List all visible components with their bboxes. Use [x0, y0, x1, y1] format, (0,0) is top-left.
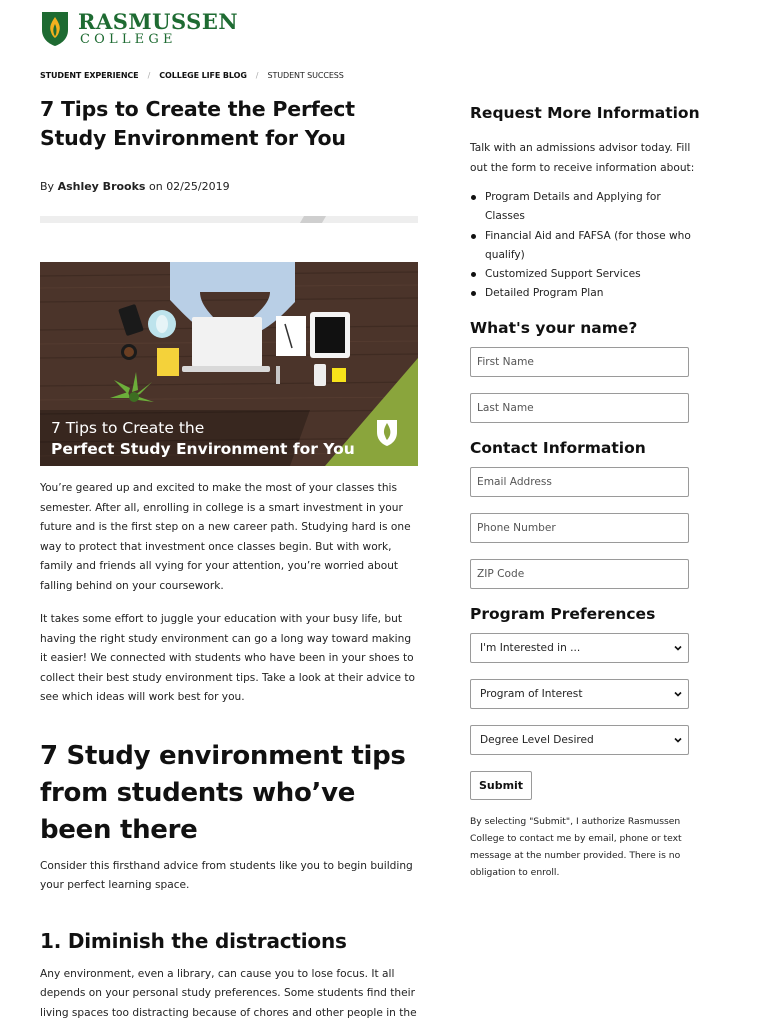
rasmussen-shield-icon	[40, 10, 70, 47]
degree-select[interactable]	[470, 725, 689, 755]
tip-heading: 1. Diminish the distractions	[40, 928, 347, 953]
breadcrumb	[40, 71, 344, 80]
breadcrumb-student-success[interactable]: STUDENT SUCCESS	[267, 71, 344, 80]
breadcrumb-student-experience[interactable]: STUDENT EXPERIENCE	[40, 71, 139, 80]
tip-paragraph: Any environment, even a library, can cause you to lose focus. It all depends on your personal study preferences. Some students find their living spaces too distracting because of chores and other people in the	[40, 967, 417, 1019]
contact-heading: Contact Information	[470, 438, 646, 457]
chevron-down-icon	[673, 643, 683, 653]
logo-name: RASMUSSEN	[78, 8, 239, 34]
phone-input[interactable]	[470, 513, 689, 543]
zip-input[interactable]	[470, 559, 689, 589]
article	[40, 95, 420, 1023]
hero-caption-line1: 7 Tips to Create the	[51, 419, 205, 437]
interest-select-value: I'm Interested in ...	[480, 641, 581, 654]
logo-sub: COLLEGE	[80, 31, 177, 47]
list-item: Customized Support Services	[470, 265, 700, 284]
title-divider	[40, 216, 418, 223]
section-heading: 7 Study environment tips from students who’ve been there	[40, 740, 406, 845]
submit-button[interactable]: Submit	[470, 771, 532, 800]
list-item: Detailed Program Plan	[470, 284, 700, 303]
degree-select-value: Degree Level Desired	[480, 733, 594, 746]
breadcrumb-college-life-blog[interactable]: COLLEGE LIFE BLOG	[159, 71, 247, 80]
program-select[interactable]	[470, 679, 689, 709]
article-paragraph: It takes some effort to juggle your education with your busy life, but having the right study environment can go a long way toward making it easier! We connected with students who have been in your shoes to collect their best study environment tips. Take a look at their advice to see which ideas will work best for you.	[40, 613, 416, 703]
interest-select[interactable]	[470, 633, 689, 663]
byline-prefix: By	[40, 180, 55, 193]
publish-date: 02/25/2019	[166, 180, 230, 193]
list-item: Financial Aid and FAFSA (for those who qualify)	[470, 227, 700, 266]
chevron-down-icon	[673, 735, 683, 745]
chevron-down-icon	[673, 689, 683, 699]
first-name-input[interactable]	[470, 347, 689, 377]
logo-link[interactable]	[40, 10, 238, 47]
list-item: Program Details and Applying for Classes	[470, 188, 700, 227]
site-header	[40, 8, 238, 48]
info-list	[470, 188, 700, 304]
last-name-input[interactable]	[470, 393, 689, 423]
hero-image	[40, 262, 418, 466]
hero-caption-line2: Perfect Study Environment for You	[51, 440, 355, 458]
article-title: 7 Tips to Create the Perfect Study Environment for You	[40, 97, 355, 150]
program-heading: Program Preferences	[470, 604, 656, 623]
sidebar-title: Request More Information	[470, 104, 700, 122]
name-heading: What's your name?	[470, 318, 638, 337]
byline-mid: on	[148, 180, 163, 193]
section-paragraph: Consider this firsthand advice from students like you to begin building your perfect learning space.	[40, 859, 413, 891]
legal-disclaimer: By selecting "Submit", I authorize Rasmussen College to contact me by email, phone or text message at the number provided. There is no obligation to enroll.	[470, 815, 682, 879]
email-input[interactable]	[470, 467, 689, 497]
request-info-sidebar	[470, 104, 700, 882]
author-link[interactable]: Ashley Brooks	[57, 180, 146, 193]
breadcrumb-separator: /	[255, 71, 259, 80]
breadcrumb-separator: /	[147, 71, 151, 80]
logo-text	[78, 8, 239, 47]
sidebar-intro: Talk with an admissions advisor today. Fill out the form to receive information about:	[470, 142, 695, 174]
byline	[40, 180, 420, 193]
program-select-value: Program of Interest	[480, 687, 583, 700]
article-paragraph: You’re geared up and excited to make the most of your classes this semester. After all, enrolling in college is a smart investment in your future and is the first step on a new career path. Studying hard is one way to protect that investment once classes begin. But with work, family and friends all vying for your attention, you’re worried about falling behind on your coursework.	[40, 482, 411, 592]
